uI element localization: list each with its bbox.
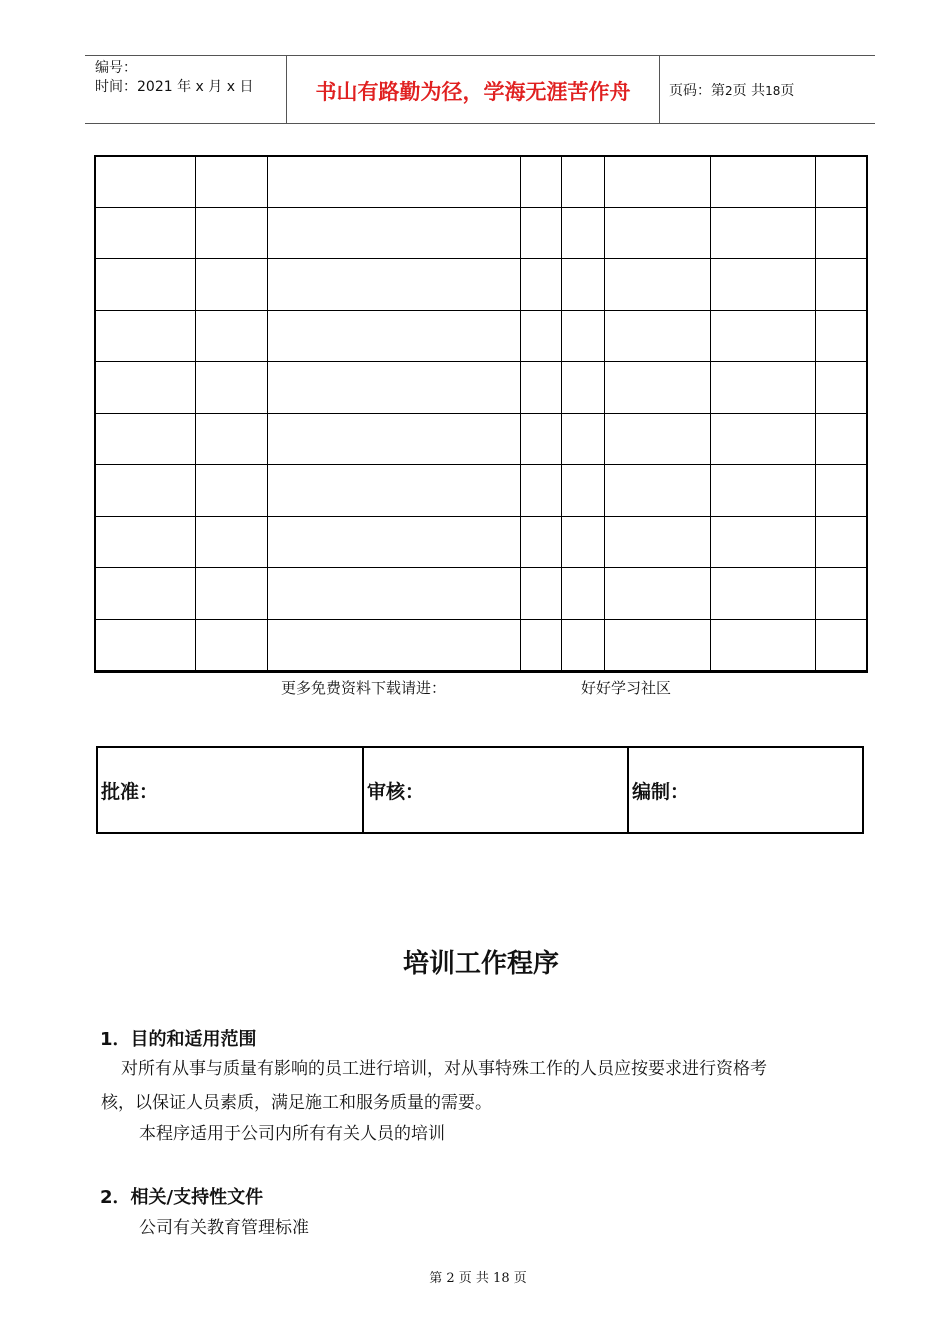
table-cell xyxy=(605,207,711,259)
table-row xyxy=(96,619,868,671)
table-cell xyxy=(605,619,711,671)
table-cell xyxy=(96,362,196,414)
page-prefix: 页码：第 xyxy=(669,83,725,99)
table-cell xyxy=(816,310,868,362)
table-cell xyxy=(268,568,521,620)
community-name: 好好学习社区 xyxy=(581,679,672,697)
section-1-paragraph-line: 核，以保证人员素质，满足施工和服务质量的需要。 xyxy=(101,1093,492,1113)
table-cell xyxy=(816,156,868,208)
table-cell xyxy=(521,156,562,208)
table-cell xyxy=(521,516,562,568)
table-row xyxy=(96,207,868,259)
table-cell xyxy=(562,413,605,465)
document-title: 培训工作程序 xyxy=(402,949,559,979)
approval-table xyxy=(96,746,864,834)
table-cell xyxy=(196,568,268,620)
page-current: 2 xyxy=(725,84,733,98)
section-1-scope-line: 本程序适用于公司内所有有关人员的培训 xyxy=(139,1124,445,1144)
table-cell xyxy=(96,568,196,620)
review-cell: 审核： xyxy=(363,747,628,833)
header-divider xyxy=(659,56,660,123)
time-label: 时间：2021 年 x 月 x 日 xyxy=(95,79,254,95)
table-cell xyxy=(816,619,868,671)
section-1-heading: 1．目的和适用范围 xyxy=(100,1029,257,1050)
table-cell xyxy=(562,259,605,311)
table-cell xyxy=(562,516,605,568)
table-cell xyxy=(521,207,562,259)
header-motto: 书山有路勤为径，学海无涯苦作舟 xyxy=(315,79,631,104)
table-cell xyxy=(816,516,868,568)
table-cell xyxy=(196,362,268,414)
table-cell xyxy=(521,619,562,671)
table-cell xyxy=(711,465,816,517)
table-cell xyxy=(816,568,868,620)
table-cell xyxy=(605,156,711,208)
table-cell xyxy=(96,259,196,311)
table-cell xyxy=(96,619,196,671)
table-cell xyxy=(268,362,521,414)
page-mid: 页 共 xyxy=(732,83,766,99)
table-cell xyxy=(816,259,868,311)
section-1-paragraph-line: 对所有从事与质量有影响的员工进行培训，对从事特殊工作的人员应按要求进行资格考 xyxy=(121,1059,767,1079)
table-cell xyxy=(268,259,521,311)
table-cell xyxy=(196,619,268,671)
table-cell xyxy=(96,156,196,208)
page-footer: 第 2 页 共 18 页 xyxy=(429,1271,527,1286)
table-cell xyxy=(816,413,868,465)
table-cell xyxy=(268,465,521,517)
compile-cell: 编制： xyxy=(628,747,863,833)
table-cell xyxy=(562,619,605,671)
section-2-paragraph: 公司有关教育管理标准 xyxy=(139,1218,309,1238)
table-cell xyxy=(562,310,605,362)
table-cell xyxy=(711,207,816,259)
table-row xyxy=(96,310,868,362)
table-cell xyxy=(711,619,816,671)
header-meta xyxy=(95,59,253,97)
table-cell xyxy=(816,465,868,517)
table-row xyxy=(96,465,868,517)
table-cell xyxy=(268,516,521,568)
table-cell xyxy=(711,568,816,620)
table-cell xyxy=(562,465,605,517)
table-cell xyxy=(562,156,605,208)
table-cell xyxy=(521,259,562,311)
table-cell xyxy=(521,310,562,362)
table-cell xyxy=(196,207,268,259)
table-cell xyxy=(96,413,196,465)
table-cell xyxy=(816,207,868,259)
number-label: 编号： xyxy=(95,60,137,76)
table-cell xyxy=(196,156,268,208)
approve-cell: 批准： xyxy=(97,747,363,833)
table-cell xyxy=(268,207,521,259)
table-cell xyxy=(711,310,816,362)
section-2-heading: 2．相关/支持性文件 xyxy=(100,1187,264,1208)
table-cell xyxy=(605,568,711,620)
table-cell xyxy=(521,568,562,620)
table-cell xyxy=(711,362,816,414)
page-header xyxy=(85,55,875,124)
blank-grid-table xyxy=(95,155,868,671)
table-row xyxy=(96,259,868,311)
table-cell xyxy=(96,207,196,259)
table-cell xyxy=(268,413,521,465)
table-cell xyxy=(711,156,816,208)
table-cell xyxy=(605,465,711,517)
download-note: 更多免费资料下载请进： xyxy=(281,679,447,697)
table-cell xyxy=(96,465,196,517)
table-cell xyxy=(196,516,268,568)
table-cell xyxy=(521,413,562,465)
table-cell xyxy=(521,465,562,517)
table-cell xyxy=(268,156,521,208)
table-cell xyxy=(96,310,196,362)
table-row xyxy=(96,156,868,208)
table-cell xyxy=(711,516,816,568)
table-cell xyxy=(605,259,711,311)
header-page-number xyxy=(669,80,794,100)
table-cell xyxy=(268,619,521,671)
table-cell xyxy=(196,413,268,465)
table-cell xyxy=(196,465,268,517)
page-total: 18 xyxy=(765,84,781,98)
table-cell xyxy=(96,516,196,568)
table-cell xyxy=(605,362,711,414)
table-row xyxy=(96,362,868,414)
table-cell xyxy=(605,413,711,465)
table-cell xyxy=(816,362,868,414)
table-row xyxy=(96,516,868,568)
table-cell xyxy=(562,207,605,259)
table-cell xyxy=(562,568,605,620)
table-cell xyxy=(268,310,521,362)
table-row xyxy=(96,413,868,465)
table-row xyxy=(96,568,868,620)
table-cell xyxy=(196,310,268,362)
table-cell xyxy=(196,259,268,311)
table-cell xyxy=(711,413,816,465)
table-cell xyxy=(562,362,605,414)
table-cell xyxy=(711,259,816,311)
table-cell xyxy=(605,310,711,362)
page-suffix: 页 xyxy=(780,83,795,99)
table-cell xyxy=(521,362,562,414)
table-cell xyxy=(605,516,711,568)
